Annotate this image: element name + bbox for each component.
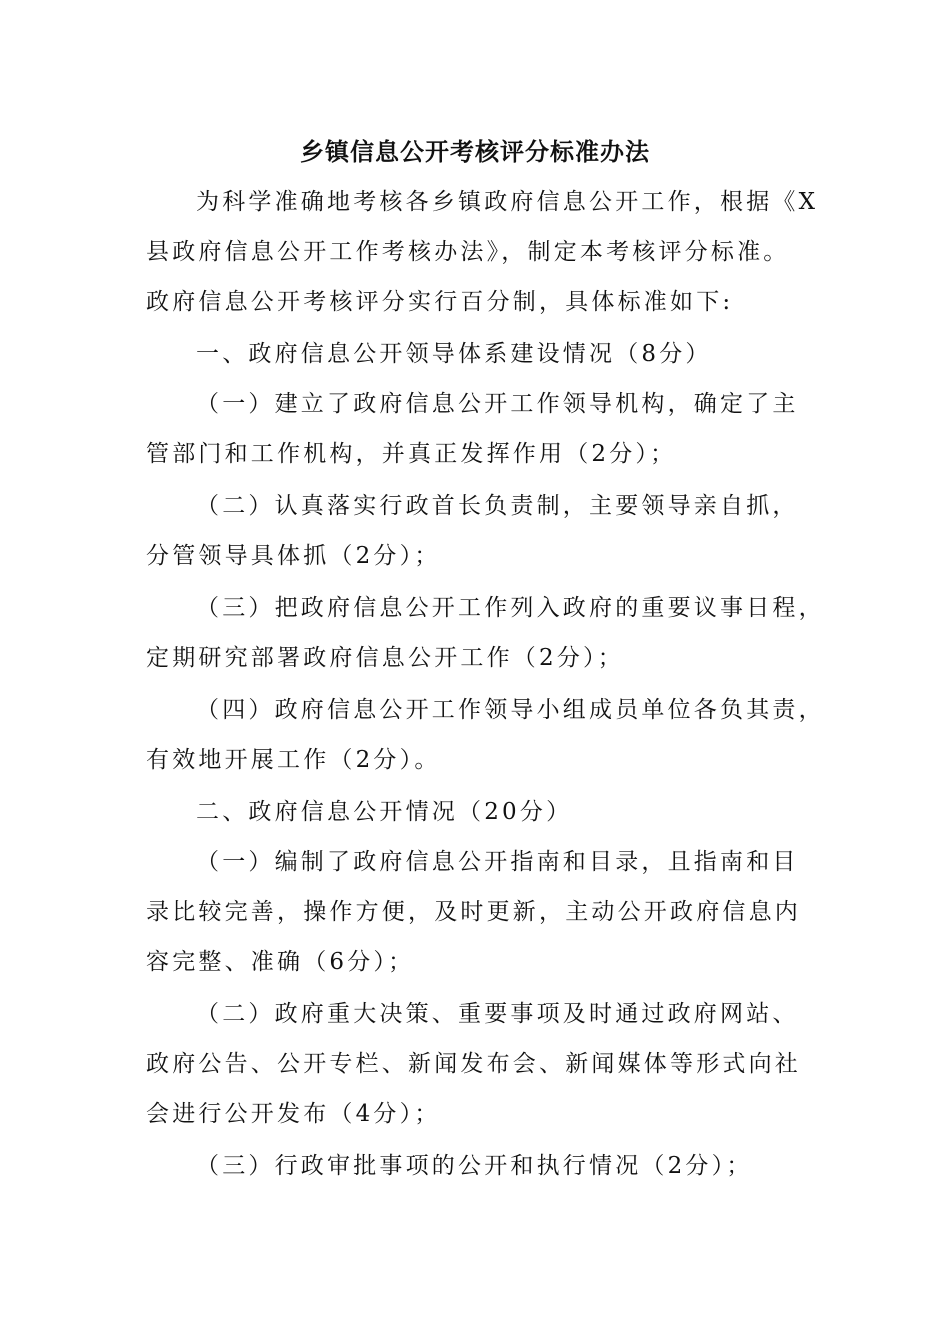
paragraph-line: 县政府信息公开工作考核办法》，制定本考核评分标准。 [146,239,790,265]
paragraph-line: 定期研究部署政府信息公开工作（2分）； [146,645,624,671]
document-title: 乡镇信息公开考核评分标准办法 [300,137,650,166]
paragraph-line: （二）政府重大决策、重要事项及时通过政府网站、 [196,1001,799,1027]
paragraph-line: 管部门和工作机构，并真正发挥作用（2分）； [146,441,677,467]
paragraph-line: 录比较完善，操作方便，及时更新，主动公开政府信息内 [146,899,801,925]
paragraph-line: 政府公告、公开专栏、新闻发布会、新闻媒体等形式向社 [146,1051,801,1077]
paragraph-line: 为科学准确地考核各乡镇政府信息公开工作，根据《X [196,189,819,215]
section-heading: 一、政府信息公开领导体系建设情况（8分） [196,341,712,367]
paragraph-line: （三）把政府信息公开工作列入政府的重要议事日程， [196,595,825,621]
paragraph-line: 分管领导具体抓（2分）； [146,543,441,569]
paragraph-line: 政府信息公开考核评分实行百分制，具体标准如下: [146,289,734,315]
paragraph-line: 有效地开展工作（2分）。 [146,747,441,773]
paragraph-line: （一）建立了政府信息公开工作领导机构，确定了主 [196,391,799,417]
paragraph-line: 会进行公开发布（4分）； [146,1101,441,1127]
paragraph-line: （一）编制了政府信息公开指南和目录，且指南和目 [196,849,799,875]
paragraph-line: （三）行政审批事项的公开和执行情况（2分）； [196,1153,753,1179]
paragraph-line: （四）政府信息公开工作领导小组成员单位各负其责， [196,697,825,723]
section-heading: 二、政府信息公开情况（20分） [196,799,573,825]
paragraph-line: （二）认真落实行政首长负责制，主要领导亲自抓， [196,493,799,519]
paragraph-line: 容完整、准确（6分）； [146,949,415,975]
